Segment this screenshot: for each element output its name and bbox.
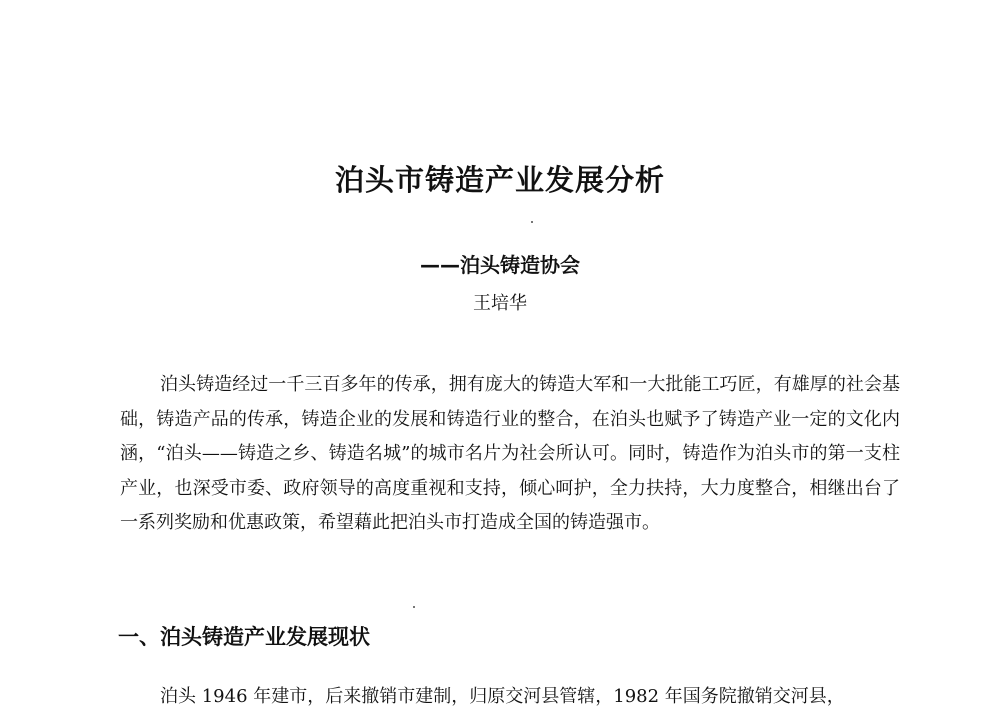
scan-speck xyxy=(531,221,533,223)
section-paragraph: 泊头 1946 年建市，后来撤销市建制，归原交河县管辖，1982 年国务院撤销交河县， xyxy=(160,686,845,707)
document-author: 王培华 xyxy=(473,293,527,314)
document-subtitle: ——泊头铸造协会 xyxy=(420,253,580,277)
document-title: 泊头市铸造产业发展分析 xyxy=(334,163,665,197)
scan-speck xyxy=(413,606,415,608)
intro-paragraph: 泊头铸造经过一千三百多年的传承，拥有庞大的铸造大军和一大批能工巧匠，有雄厚的社会基础，铸造产品的传承，铸造企业的发展和铸造行业的整合，在泊头也赋予了铸造产业一定的文化内涵，“泊头——铸造之乡、铸造名城”的城市名片为社会所认可。同时，铸造作为泊头市的第一支柱产业，也深受市委、政府领导的高度重视和支持，倾心呵护，全力扶持，大力度整合，相继出台了一系列奖励和优惠政策，希望藉此把泊头市打造成全国的铸造强市。 xyxy=(120,374,900,534)
section-heading: 一、泊头铸造产业发展现状 xyxy=(118,625,370,649)
